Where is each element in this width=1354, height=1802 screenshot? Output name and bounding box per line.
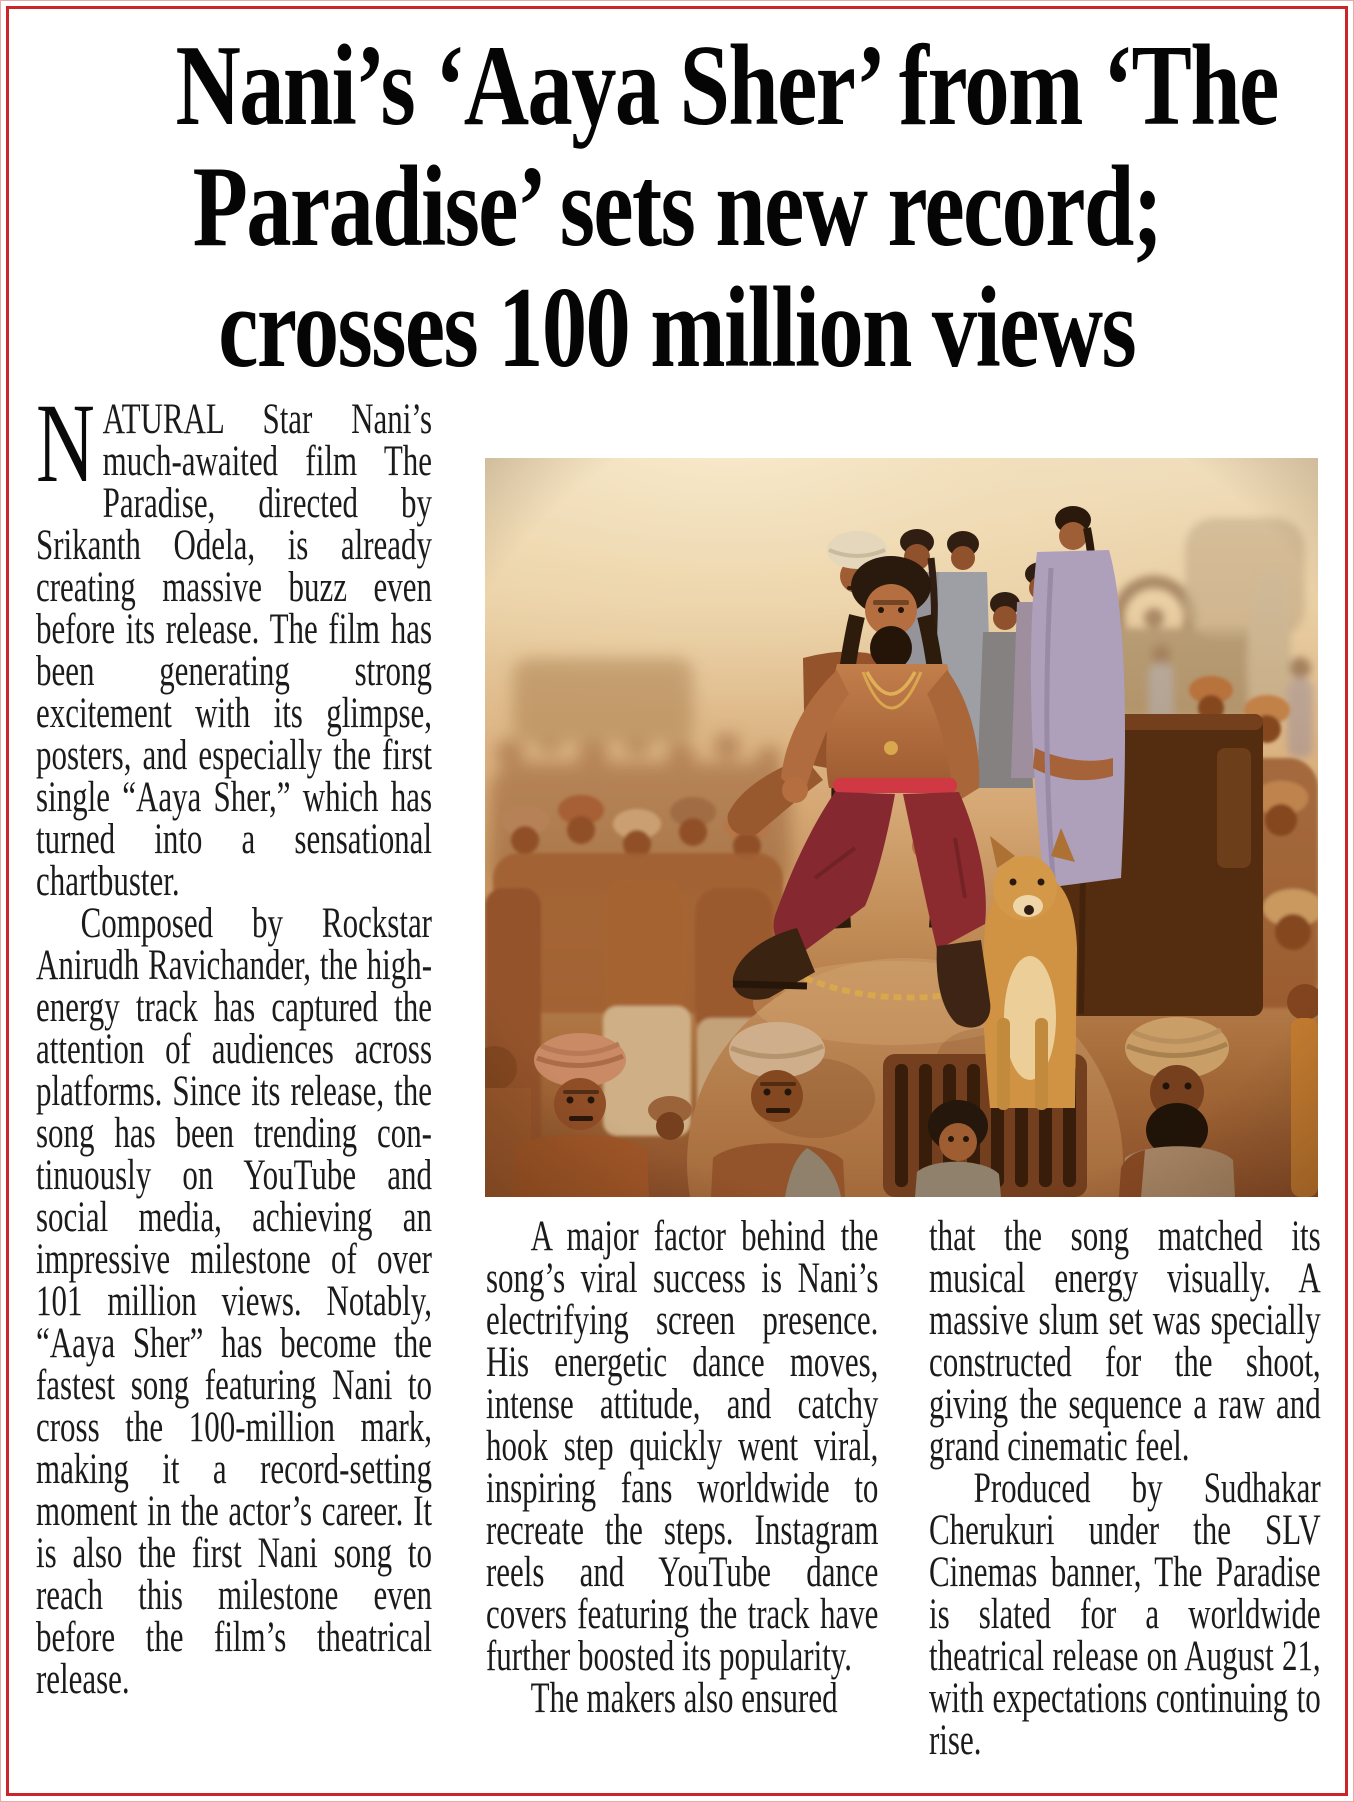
paragraph-4-start: The makers also ensured bbox=[530, 1675, 838, 1722]
paragraph-3: A major factor behind the song’s viral success is Nani’s electrifying screen presence. His energetic dance moves, intense attitude, and catchy hook step quickly went viral, inspiring fans worldwide to recreate the steps. Instagram reels and YouTube dance covers featuring the track have further boosted its popularity. bbox=[486, 1213, 879, 1680]
article-column-3 bbox=[929, 1213, 1321, 1764]
article-photo bbox=[485, 458, 1318, 1197]
article-column-1 bbox=[36, 381, 433, 1703]
paragraph-5: Produced by Sudhakar Cherukuri under the SLV Cinemas banner, The Paradise is slated for a worldwide theatrical release on August 21, with expectations continuing to rise. bbox=[929, 1465, 1321, 1764]
drop-cap: N bbox=[36, 381, 95, 506]
photo-vignette bbox=[485, 458, 1318, 1197]
headline-line-3: crosses 100 million views bbox=[218, 264, 1136, 392]
paragraph-2: Composed by Rockstar Anirudh Ravichander, the high-energy track has captured the attention of audiences across platforms. Since its release, the song has been trending continuously on YouTube and social media, achieving an impressive milestone of over 101 million views. Notably, “Aaya Sher” has become the fastest song featuring Nani to cross the 100-million mark, making it a record-setting moment in the actor’s career. It is also the first Nani song to reach this milestone even before the film’s theatrical release. bbox=[36, 900, 433, 1703]
headline bbox=[20, 22, 1334, 392]
paragraph-lead-text: ATURAL Star Nani’s much-awaited film The Paradise, directed by Srikanth Odela, is already creating massive buzz even before its release. The film has been generating strong excitement with its glimpse, posters, and especially the first single “Aaya Sher,” which has turned into a sensational chartbuster. bbox=[36, 396, 433, 905]
paragraph-4-continued: that the song matched its musical energy visually. A massive slum set was specially constructed for the shoot, giving the sequence a raw and grand cinematic feel. bbox=[929, 1213, 1321, 1470]
paragraph-lead bbox=[36, 381, 433, 905]
headline-line-2: Paradise’ sets new record; bbox=[192, 143, 1162, 271]
headline-line-1: Nani’s ‘Aaya Sher’ from ‘The bbox=[175, 22, 1278, 150]
article-column-2 bbox=[486, 1213, 879, 1722]
